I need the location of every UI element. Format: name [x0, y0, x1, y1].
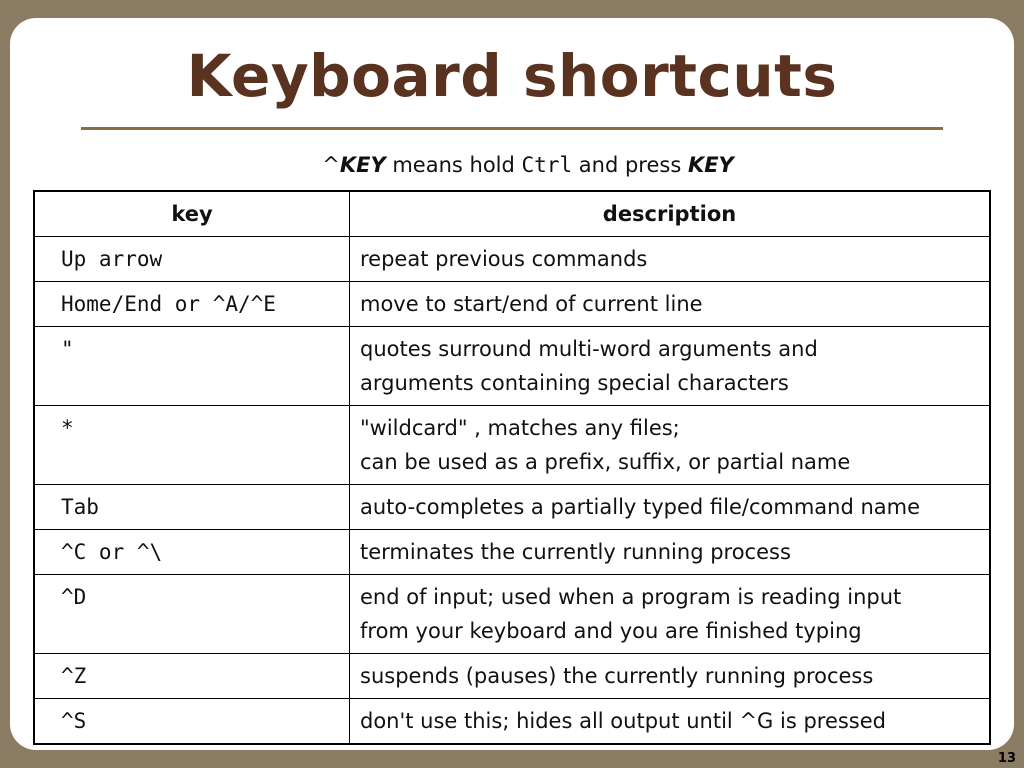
description-line: suspends (pauses) the currently running process: [360, 664, 874, 688]
table-row: [34, 237, 990, 282]
description-line: arguments containing special characters: [360, 371, 789, 395]
shortcut-key-cell: ": [34, 327, 350, 406]
shortcut-key-cell: Home/End or ^A/^E: [34, 282, 350, 327]
shortcut-key-cell: ^C or ^\: [34, 530, 350, 575]
shortcut-description-cell: [350, 575, 991, 654]
page-title: Keyboard shortcuts: [186, 42, 838, 110]
subtitle-text-2: and press: [572, 153, 688, 177]
shortcut-description-cell: [350, 654, 991, 699]
title-divider: [81, 127, 943, 130]
description-line: end of input; used when a program is reading input: [360, 585, 902, 609]
table-row: [34, 699, 990, 745]
shortcut-key-cell: ^Z: [34, 654, 350, 699]
page-number: 13: [997, 751, 1016, 766]
subtitle-caret: ^: [322, 153, 340, 177]
subtitle-key-1: KEY: [339, 153, 386, 177]
description-line: terminates the currently running process: [360, 540, 791, 564]
shortcut-key-cell: Up arrow: [34, 237, 350, 282]
shortcut-description-cell: [350, 327, 991, 406]
table-row: [34, 282, 990, 327]
header-key: key: [34, 191, 350, 237]
table-row: [34, 575, 990, 654]
table-row: [34, 406, 990, 485]
shortcut-key-cell: ^S: [34, 699, 350, 745]
shortcut-description-cell: [350, 530, 991, 575]
description-line: don't use this; hides all output until ^G is pressed: [360, 709, 886, 733]
description-line: repeat previous commands: [360, 247, 648, 271]
table-row: [34, 530, 990, 575]
shortcut-description-cell: [350, 699, 991, 745]
table-body: [34, 237, 990, 745]
description-line: from your keyboard and you are finished typing: [360, 619, 862, 643]
shortcut-description-cell: [350, 406, 991, 485]
subtitle-ctrl: Ctrl: [521, 153, 573, 177]
subtitle-key-2: KEY: [687, 153, 734, 177]
table-header-row: [34, 191, 990, 237]
shortcut-key-cell: Tab: [34, 485, 350, 530]
description-line: move to start/end of current line: [360, 292, 703, 316]
table-row: [34, 654, 990, 699]
shortcut-description-cell: [350, 485, 991, 530]
description-line: quotes surround multi-word arguments and: [360, 337, 818, 361]
header-description: description: [350, 191, 991, 237]
description-line: can be used as a prefix, suffix, or partial name: [360, 450, 851, 474]
shortcut-key-cell: ^D: [34, 575, 350, 654]
description-line: "wildcard" , matches any files;: [360, 416, 680, 440]
description-line: auto-completes a partially typed file/command name: [360, 495, 921, 519]
table-row: [34, 485, 990, 530]
subtitle-text-1: means hold: [385, 153, 522, 177]
shortcut-key-cell: *: [34, 406, 350, 485]
shortcut-description-cell: [350, 237, 991, 282]
shortcut-description-cell: [350, 282, 991, 327]
table-row: [34, 327, 990, 406]
subtitle: [0, 153, 1024, 177]
shortcuts-table: [33, 190, 991, 745]
